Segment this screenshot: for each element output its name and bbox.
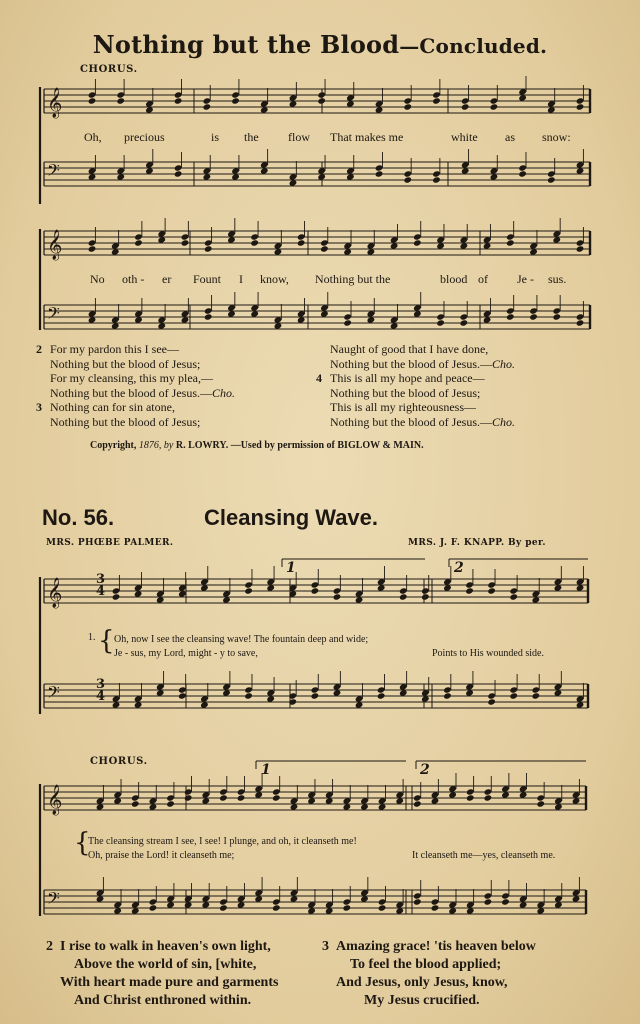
note-head <box>413 898 422 905</box>
song2-chorus-label: CHORUS. <box>90 756 148 767</box>
note-head <box>88 245 97 252</box>
verse-line <box>46 938 278 956</box>
bass-clef: 𝄢 <box>47 303 60 327</box>
song2-author: MRS. PHŒBE PALMER. <box>46 538 174 548</box>
verse-text: And Jesus, only Jesus, know, <box>336 975 508 990</box>
note-head <box>490 103 499 110</box>
verse-line <box>46 992 278 1010</box>
note-head <box>576 319 585 326</box>
note-head <box>432 97 441 104</box>
song1-title-text: Nothing but the Blood <box>92 30 400 59</box>
chorus-ref: Cho. <box>212 385 236 400</box>
note-head <box>436 319 445 326</box>
verse-number: 2 <box>36 342 42 356</box>
note-head <box>484 794 493 801</box>
note-head <box>552 313 561 320</box>
verse-line <box>322 938 536 956</box>
note-head <box>250 239 259 246</box>
note-head <box>413 800 422 807</box>
song2-title: Cleansing Wave. <box>204 505 379 530</box>
note-head <box>547 176 556 183</box>
note-head <box>518 170 527 177</box>
note-head <box>460 319 469 326</box>
note-head <box>443 692 452 699</box>
bass-clef: 𝄢 <box>47 160 60 184</box>
note-head <box>461 103 470 110</box>
song2-verses-left <box>46 938 278 1010</box>
ending-2-marker: 2 <box>454 560 464 576</box>
lyric-word: er <box>162 272 172 286</box>
time-sig-bottom: 4 <box>96 584 106 599</box>
verse-number: 3 <box>36 400 42 414</box>
song1-chorus-lyrics-1 <box>0 130 640 146</box>
lyric-word: is <box>211 130 220 144</box>
note-head <box>506 239 515 246</box>
note-head <box>311 692 320 699</box>
copyright-rest: —Used by permission of <box>230 440 335 451</box>
note-head <box>378 904 387 911</box>
note-head <box>431 904 440 911</box>
note-head <box>131 800 140 807</box>
copyright-by: by <box>163 440 174 451</box>
lyric-word: Je - <box>517 272 534 286</box>
chorus-ref: Cho. <box>492 414 516 429</box>
verse-line <box>36 415 235 430</box>
song2-composer <box>408 538 546 548</box>
note-head <box>181 239 190 246</box>
note-head <box>529 313 538 320</box>
note-head <box>174 170 183 177</box>
note-head <box>204 245 213 252</box>
lyric-word: Nothing but the <box>315 272 391 286</box>
note-head <box>272 904 281 911</box>
note-head <box>231 97 240 104</box>
verse-line <box>36 342 235 357</box>
note-head <box>487 587 496 594</box>
verse1-brace <box>88 632 96 643</box>
verse-line <box>322 956 536 974</box>
note-head <box>421 593 430 600</box>
note-head <box>403 176 412 183</box>
note-head <box>166 800 175 807</box>
verse-number: 3 <box>322 939 329 954</box>
bass-clef: 𝄢 <box>47 682 60 706</box>
verse-text: My Jesus crucified. <box>364 993 480 1008</box>
note-head <box>204 313 213 320</box>
verse-number: 4 <box>316 371 322 385</box>
treble-clef: 𝄞 <box>47 785 63 815</box>
verse-text: Nothing but the blood of Jesus.— <box>330 356 492 371</box>
verse-text: Nothing but the blood of Jesus; <box>50 414 201 429</box>
song1-title-suffix: —Concluded. <box>399 34 548 58</box>
composer-note: By per. <box>508 538 546 548</box>
verse-line <box>36 386 235 401</box>
note-head <box>317 97 326 104</box>
verse1-mark: 1. <box>88 632 96 643</box>
note-head <box>343 904 352 911</box>
note-head <box>536 800 545 807</box>
note-head <box>487 698 496 705</box>
verse1-line-a: Oh, now I see the cleansing wave! The fountain deep and wide; <box>114 634 369 645</box>
verse1-line-b: Je - sus, my Lord, might - y to save, <box>114 648 258 659</box>
song1-verses-left <box>36 342 235 429</box>
verse-line <box>316 386 515 401</box>
verse-number: 2 <box>46 939 53 954</box>
note-head <box>532 692 541 699</box>
note-head <box>311 587 320 594</box>
note-head <box>506 313 515 320</box>
note-head <box>501 898 510 905</box>
chorus-line-a: The cleansing stream I see, I see! I plunge, and oh, it cleanseth me! <box>88 836 357 847</box>
lyric-word: No <box>90 272 105 286</box>
verse-line <box>46 956 278 974</box>
verse-text: Naught of good that I have done, <box>330 342 489 356</box>
note-head <box>343 319 352 326</box>
note-head <box>320 245 329 252</box>
verse-text: To feel the blood applied; <box>350 957 502 972</box>
verse1-brace-glyph: { <box>98 626 115 656</box>
verse-line <box>322 974 536 992</box>
verse-text: For my pardon this I see— <box>50 342 179 356</box>
chorus-line-b-end: It cleanseth me—yes, cleanseth me. <box>412 850 556 861</box>
lyric-word: snow: <box>542 130 571 144</box>
treble-clef: 𝄞 <box>47 88 63 118</box>
lyric-word: know, <box>260 272 289 286</box>
note-head <box>272 794 281 801</box>
lyric-word: blood <box>440 272 468 286</box>
chorus-ending-2-marker: 2 <box>420 762 430 778</box>
lyric-word: Oh, <box>84 130 102 144</box>
verse-text: Nothing but the blood of Jesus.— <box>330 414 492 429</box>
note-head <box>116 97 125 104</box>
copyright-notice <box>90 440 424 451</box>
song2-verses-right <box>322 938 536 1010</box>
note-head <box>466 794 475 801</box>
verse-line <box>36 371 235 386</box>
verse-text: Nothing but the blood of Jesus; <box>330 385 481 400</box>
lyric-word: I <box>239 272 243 286</box>
chorus-ref: Cho. <box>492 356 516 371</box>
note-head <box>432 176 441 183</box>
note-head <box>399 593 408 600</box>
chorus-line-b: Oh, praise the Lord! it cleanseth me; <box>88 850 235 861</box>
lyric-word: flow <box>288 130 310 144</box>
lyric-word: oth - <box>122 272 145 286</box>
note-head <box>203 103 212 110</box>
verse-line <box>316 342 515 357</box>
verse-line <box>322 992 536 1010</box>
verse-line <box>316 357 515 372</box>
composer-name: MRS. J. F. KNAPP. <box>408 538 505 548</box>
lyric-word: white <box>451 130 478 144</box>
note-head <box>377 692 386 699</box>
verse-text: This is all my righteousness— <box>330 400 476 414</box>
note-head <box>403 103 412 110</box>
note-head <box>465 587 474 594</box>
verse-line <box>316 371 515 386</box>
verse-text: For my cleansing, this my plea,— <box>50 371 213 385</box>
verse-line <box>316 415 515 430</box>
note-head <box>219 904 228 911</box>
song2-number: No. 56. <box>42 505 115 530</box>
verse-line <box>36 400 235 415</box>
verse-text: Amazing grace! 'tis heaven below <box>336 939 536 954</box>
verse-line <box>36 357 235 372</box>
verse-text: Above the world of sin, [white, <box>74 957 257 972</box>
time-sig-top: 3 <box>96 572 106 587</box>
note-head <box>244 692 253 699</box>
verse-text: And Christ enthroned within. <box>74 993 252 1008</box>
note-head <box>375 170 384 177</box>
note-head <box>509 593 518 600</box>
lyric-word: the <box>244 130 259 144</box>
lyric-word: of <box>478 272 488 286</box>
lyric-word: precious <box>124 130 165 144</box>
verse1-line-b-end: Points to His wounded side. <box>432 648 544 659</box>
lyric-word: That makes me <box>330 130 404 144</box>
note-head <box>484 898 493 905</box>
note-head <box>237 794 246 801</box>
ending-1-marker: 1 <box>286 560 296 576</box>
bass-clef: 𝄢 <box>47 888 60 912</box>
verse-text: Nothing but the blood of Jesus.— <box>50 385 212 400</box>
treble-clef: 𝄞 <box>47 578 63 608</box>
note-head <box>219 794 228 801</box>
note-head <box>297 239 306 246</box>
note-head <box>149 904 158 911</box>
verse-text: Nothing can for sin atone, <box>50 400 175 414</box>
verse-line <box>46 974 278 992</box>
lyric-word: sus. <box>548 272 567 286</box>
song1-chorus-lyrics-2 <box>0 272 640 288</box>
treble-clef: 𝄞 <box>47 230 63 260</box>
note-head <box>333 593 342 600</box>
verse-text: With heart made pure and garments <box>60 975 279 990</box>
time-sig-bottom: 4 <box>96 689 106 704</box>
note-head <box>184 794 193 801</box>
copyright-year: 1876, <box>138 440 162 451</box>
note-head <box>576 103 585 110</box>
lyric-word: Fount <box>193 272 222 286</box>
time-signature-treble <box>96 574 105 598</box>
copyright-publisher: BIGLOW & MAIN. <box>337 440 424 451</box>
time-signature-bass <box>96 679 105 703</box>
note-head <box>244 587 253 594</box>
note-head <box>134 239 143 246</box>
note-head <box>413 239 422 246</box>
note-head <box>576 245 585 252</box>
chorus-brace-glyph: { <box>74 828 91 858</box>
note-head <box>509 692 518 699</box>
lyric-word: as <box>505 130 515 144</box>
note-head <box>112 593 121 600</box>
note-head <box>174 97 183 104</box>
song1-chorus-label: CHORUS. <box>80 64 138 75</box>
verse-text: I rise to walk in heaven's own light, <box>60 939 271 954</box>
note-head <box>178 692 187 699</box>
song1-verses-right <box>316 342 515 429</box>
verse-line <box>316 400 515 415</box>
note-head <box>88 97 97 104</box>
copyright-name: R. LOWRY. <box>175 440 229 451</box>
verse-text: Nothing but the blood of Jesus; <box>50 356 201 371</box>
time-sig-top: 3 <box>96 677 106 692</box>
verse-text: This is all my hope and peace— <box>330 371 485 385</box>
chorus-ending-1-marker: 1 <box>261 762 271 778</box>
copyright-prefix: Copyright, <box>90 440 137 451</box>
